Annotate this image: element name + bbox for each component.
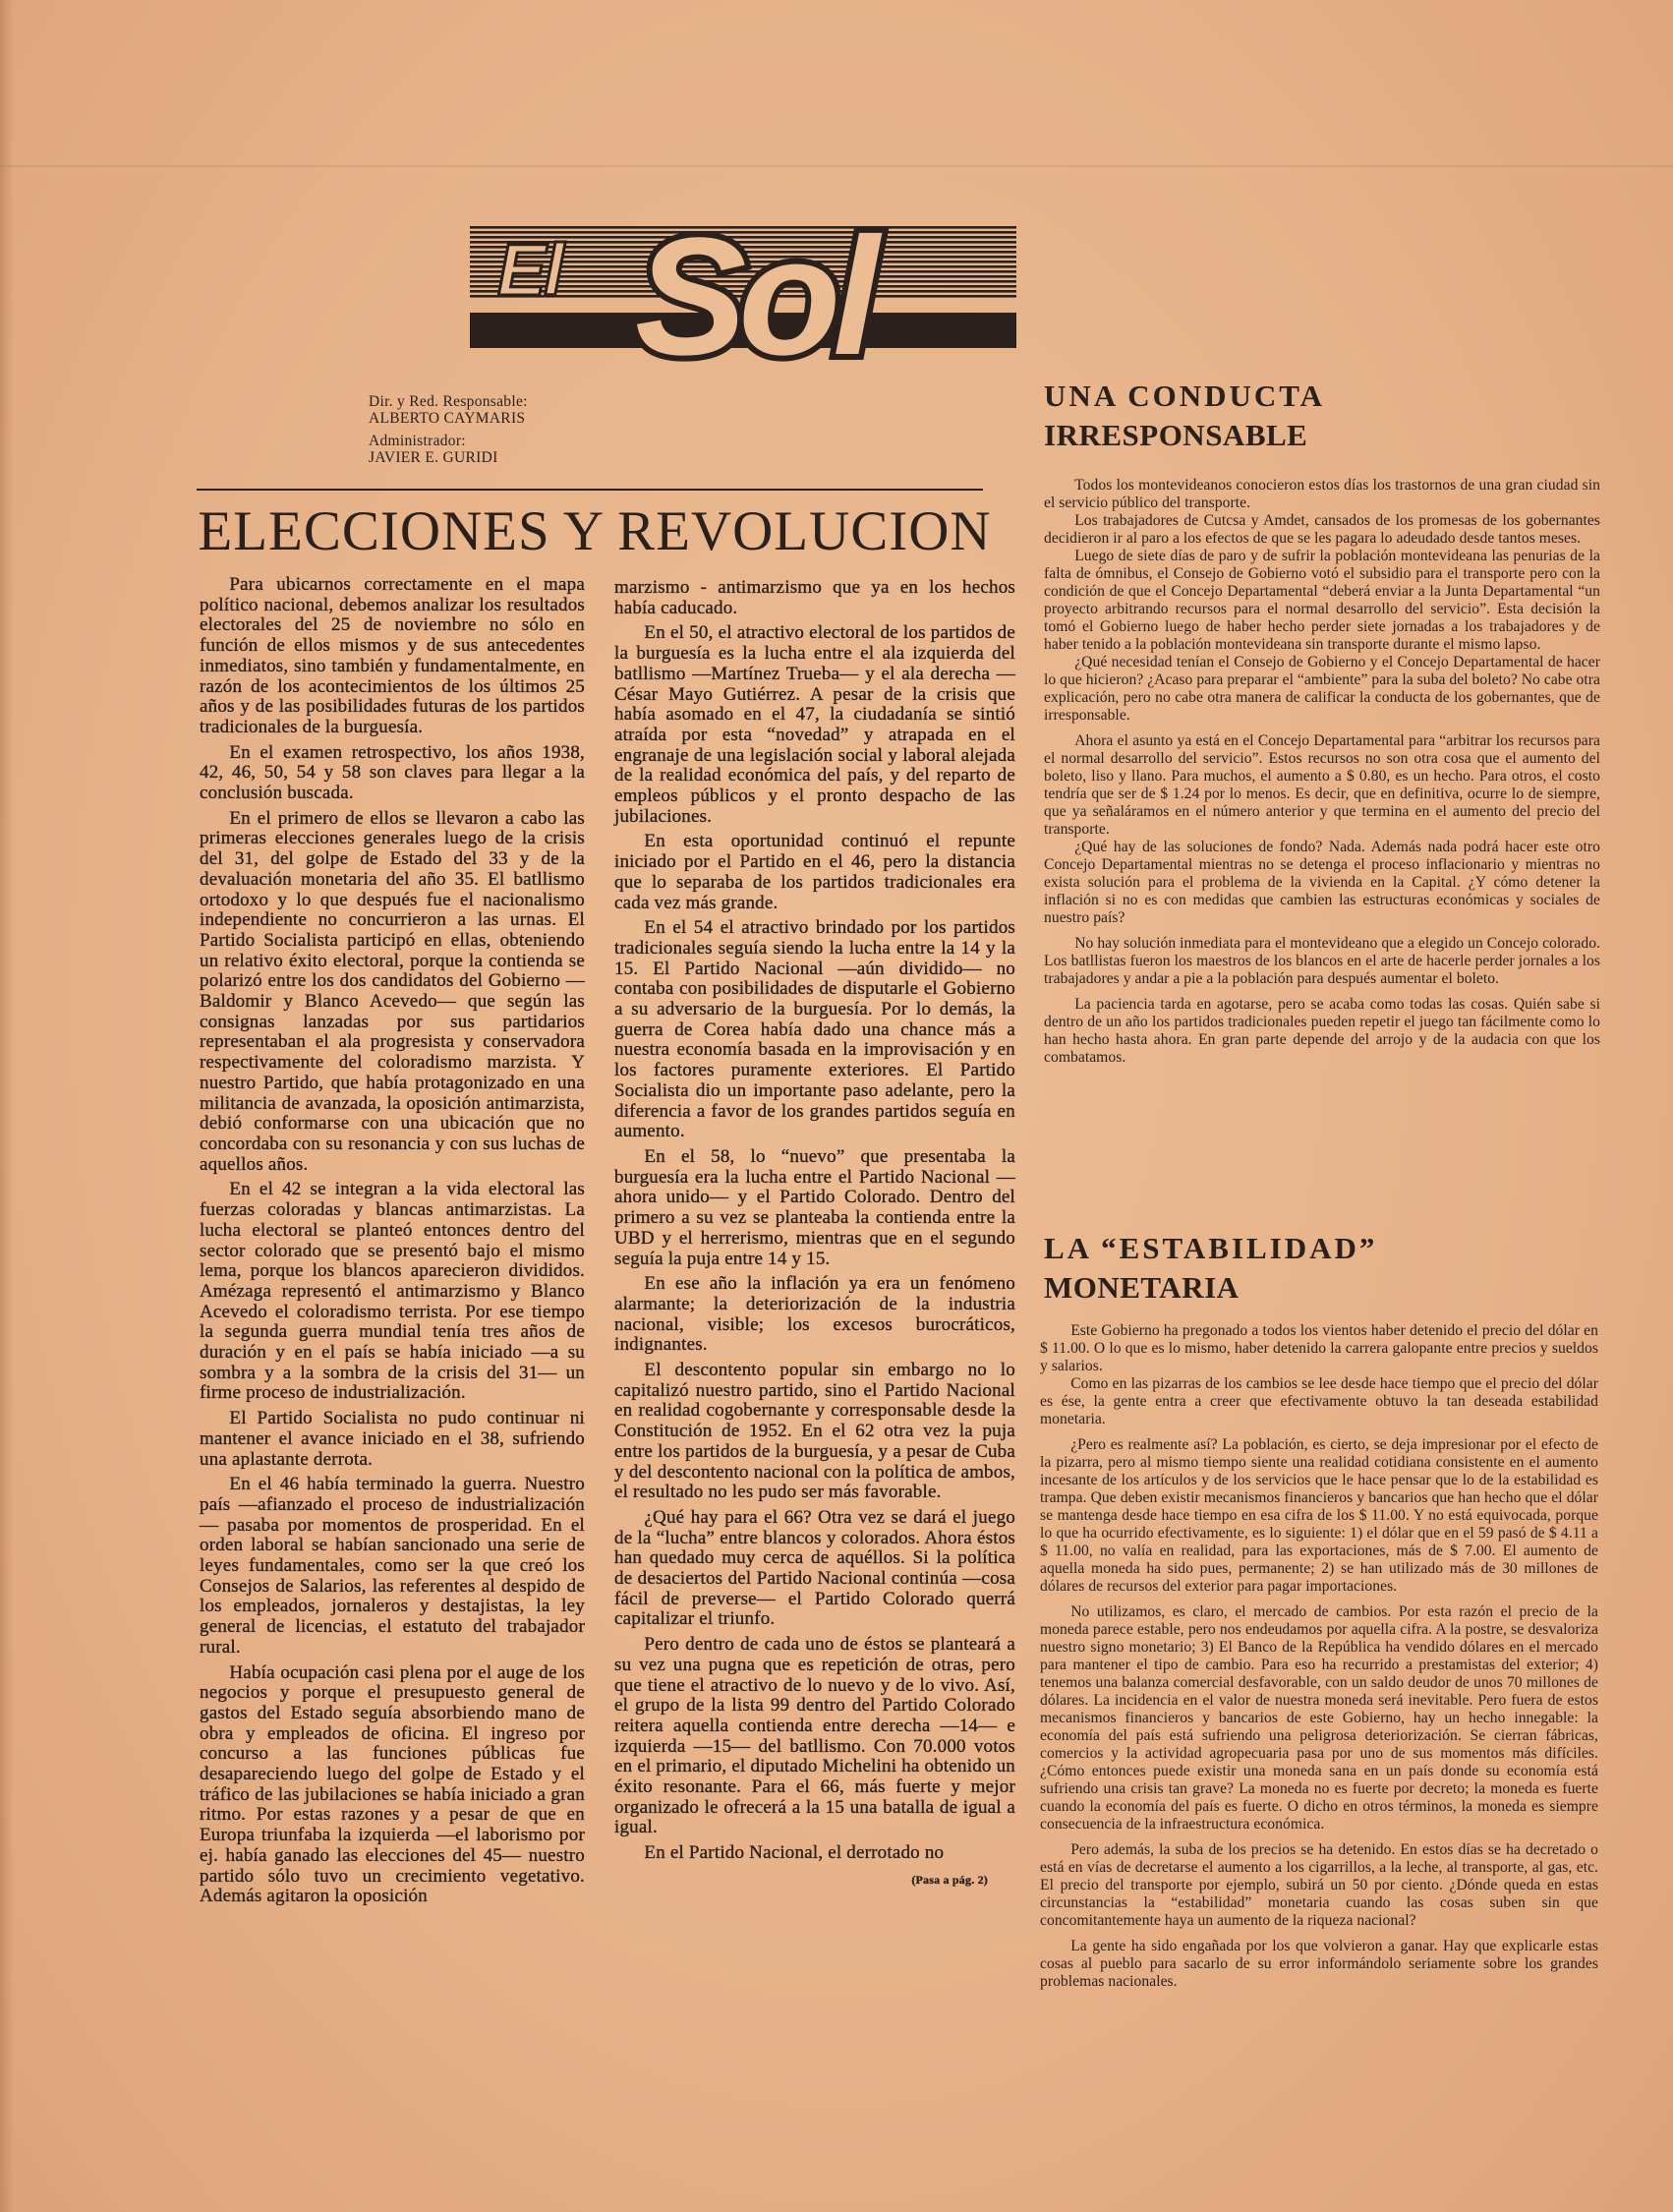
continued-on-page-label: (Pasa a pág. 2)	[911, 1872, 988, 1887]
paragraph: En el 54 el atractivo brindado por los partidos tradicionales seguía siendo la lucha entre la 14 y la 15. El Partido Nacional —aún dividido— no contaba con posibilidades de disputarle el Gobierno a su adversario de la burguesía. Por lo demás, la guerra de Corea había dado una chance más a nuestra economía basada en la improvisación y en los factores puramente exteriores. El Partido Socialista dio un importante paso adelante, pero la diferencia a favor de los grandes partidos seguía en aumento.	[614, 917, 1015, 1142]
side-article-2-body	[1040, 1322, 1598, 1991]
paragraph: Pero además, la suba de los precios se ha detenido. En estos días se ha decretado o está en vías de decretarse el aumento a los cigarrillos, a la leche, al transporte, al gas, etc. El precio del transporte por ejemplo, subirá un 50 por ciento. ¿Dónde queda en estas circunstancias la “estabilidad” monetaria cuando las cosas suben sin que concomitantemente haya un aumento de la riqueza nacional?	[1040, 1841, 1598, 1929]
paragraph: En esta oportunidad continuó el repunte iniciado por el Partido en el 46, pero la distancia que lo separaba de los partidos tradicionales era cada vez más grande.	[614, 831, 1015, 913]
paragraph: La paciencia tarda en agotarse, pero se acaba como todas las cosas. Quién sabe si dentro de un año los partidos tradicionales pueden repetir el juego tan fácilmente como lo han hecho hasta ahora. En gran parte depende del arrojo y de la audacia con que los combatamos.	[1044, 996, 1600, 1066]
paragraph: ¿Pero es realmente así? La población, es cierto, se deja impresionar por el efecto de la pizarra, pero al mismo tiempo siente una realidad cotidiana consistente en el aumento incesante de los artículos y de los servicios que le hace pensar que lo de la estabilidad es trampa. Que deben existir mecanismos financieros y bancarios que han hecho que el dólar se mantenga desde hace tiempo en esa cifra de los $ 11.00. Y no está equivocada, porque lo que ha ocurrido efectivamente, es lo siguiente: 1) el dólar que en el 59 pasó de $ 4.11 a $ 11.00, no valía en realidad, para las exportaciones, más de $ 7.00. El aumento de aquella moneda ha sido pues, permanente; 2) se han utilizado más de 30 millones de dólares de recursos del exterior para pagar importaciones.	[1040, 1436, 1598, 1595]
paragraph: Como en las pizarras de los cambios se lee desde hace tiempo que el precio del dólar es ése, la gente entra a creer que efectivamente obtuvo la tan deseada estabilidad monetaria.	[1040, 1375, 1598, 1427]
paragraph: Todos los montevideanos conocieron estos días los trastornos de una gran ciudad sin el servicio público del transporte.	[1044, 477, 1600, 511]
headline-line-1: LA “ESTABILIDAD”	[1044, 1231, 1378, 1265]
paragraph: La gente ha sido engañada por los que volvieron a ganar. Hay que explicarle estas cosas al pueblo para sacarlo de su error informándolo seriamente sobre los grandes problemas nacionales.	[1040, 1938, 1598, 1990]
headline-line-2: MONETARIA	[1044, 1270, 1240, 1305]
paragraph-continuation: marzismo - antimarzismo que ya en los hechos había caducado.	[614, 577, 1015, 618]
paragraph: En el primero de ellos se llevaron a cabo las primeras elecciones generales luego de la crisis del 31, del golpe de Estado del 33 y de la devaluación monetaria del año 35. El batllismo ortodoxo y lo que después fue el nacionalismo independiente no concurrieron a las urnas. El Partido Socialista participó en ellas, obteniendo un relativo éxito electoral, porque la contienda se polarizó entre los dos candidatos del Gobierno —Baldomir y Blanco Acevedo— que según las consignas lanzadas por sus partidarios representaban el ala progresista y conservadora respectivamente del coloradismo marzista. Y nuestro Partido, que había protagonizado en una militancia de avanzada, la oposición antimarzista, debió conformarse con una ubicación que no concordaba con su resonancia y con sus luchas de aquellos años.	[200, 807, 585, 1175]
side-article-2-headline	[1044, 1229, 1377, 1308]
svg-text:Sol: Sol	[635, 204, 872, 364]
paragraph: Ahora el asunto ya está en el Concejo Departamental para “arbitrar los recursos para el normal desarrollo del servicio”. Estos recursos no son otra cosa que el aumento del boleto, liso y llano. Para muchos, el aumento a $ 0.80, es un hecho. Para otros, el costo tendría que ser de $ 1.24 por lo menos. Es decir, que en definitiva, ocurre lo de siempre, que ya señaláramos en el número anterior y que termina en el aumento del precio del transporte.	[1044, 732, 1600, 838]
director-name: ALBERTO CAYMARIS	[369, 410, 526, 427]
side-article-1-body	[1044, 477, 1600, 1067]
admin-name: JAVIER E. GURIDI	[369, 449, 498, 466]
paragraph: Había ocupación casi plena por el auge de los negocios y porque el presupuesto general de gastos del Estado seguía absorbiendo mano de obra y empleados de oficina. El ingreso por concurso a las funciones públicas fue desapareciendo luego del golpe de Estado y el tráfico de las jubilaciones se había iniciado a gran ritmo. Por estas razones y a pesar de que en Europa triunfaba la izquierda —el laborismo por ej. había ganado las elecciones del 45— nuestro partido sólo tuvo un crecimiento vegetativo. Además agitaron la oposición	[200, 1661, 585, 1907]
scan-edge-shadow	[0, 0, 14, 2212]
paragraph: ¿Qué hay para el 66? Otra vez se dará el juego de la “lucha” entre blancos y colorados. Ahora éstos han quedado muy cerca de aquéllos. Si la política de desaciertos del Partido Nacional continúa —cosa fácil de preverse— el Partido Colorado querrá capitalizar el triunfo.	[614, 1506, 1015, 1630]
paragraph: Los trabajadores de Cutcsa y Amdet, cansados de los promesas de los gobernantes decidieron ir al paro a los efectos de que se les pagara lo adeudado desde tantos meses.	[1044, 512, 1600, 547]
headline-line-1: UNA CONDUCTA	[1044, 378, 1326, 413]
paragraph: El Partido Socialista no pudo continuar ni mantener el avance iniciado en el 38, sufriendo una aplastante derrota.	[200, 1408, 585, 1470]
masthead-divider	[197, 489, 983, 491]
svg-text:El: El	[497, 229, 562, 311]
paragraph: Para ubicarnos correctamente en el mapa político nacional, debemos analizar los resultados electorales del 25 de noviembre no sólo en función de ellos mismos y de sus antecedentes inmediatos, sino también y fundamentalmente, en razón de los acontecimientos de los últimos 25 años y de las posibilidades futuras de los partidos tradicionales de la burguesía.	[200, 574, 585, 737]
paragraph: En el 58, lo “nuevo” que presentaba la burguesía era la lucha entre el Partido Nacional —ahora unido— y el Partido Colorado. Dentro del primero a su vez se planteaba la contienda entre la UBD y el herrerismo, mientras que en el segundo seguía la puja entre 14 y 15.	[614, 1145, 1015, 1269]
main-article-left-column	[200, 575, 585, 1907]
paragraph: Este Gobierno ha pregonado a todos los vientos haber detenido el precio del dólar en $ 11.00. O lo que es lo mismo, haber detenido la carrera galopante entre precios y sueldos y salarios.	[1040, 1322, 1598, 1374]
director-role: Dir. y Red. Responsable:	[369, 393, 528, 410]
paragraph: En el Partido Nacional, el derrotado no	[644, 1842, 945, 1864]
paper-fold-line	[0, 165, 1673, 167]
paragraph: En ese año la inflación ya era un fenómeno alarmante; la deteriorización de la industria nacional, visible; los excesos burocráticos, indignantes.	[614, 1273, 1015, 1356]
headline-line-2: IRRESPONSABLE	[1044, 418, 1308, 452]
paragraph: Luego de siete días de paro y de sufrir la población montevideana las penurias de la falta de ómnibus, el Consejo de Gobierno votó el subsidio para el transporte pero con la condición de que el Concejo Departamental “deberá enviar a la Junta Departamental “un proyecto arbitrando recursos para el normal desarrollo del servicio”. Esta decisión la tomó el Gobierno luego de haber hecho perder siete jornadas a los trabajadores y de haber tenido a la población montevideana sin transporte durante el mismo lapso.	[1044, 548, 1600, 653]
paragraph: En el 50, el atractivo electoral de los partidos de la burguesía es la lucha entre el ala izquierda del batllismo —Martínez Trueba— y el ala derecha —César Mayo Gutiérrez. A pesar de la crisis que había asomado en el 47, la ciudadanía se sintió atraída por esta “novedad” y atrapada en el engranaje de una legislación social y laboral alejada de la realidad económica del país, y del reparto de empleos públicos y el pronto despacho de las jubilaciones.	[614, 622, 1015, 827]
paragraph: Pero dentro de cada uno de éstos se planteará a su vez una pugna que es repetición de otras, pero que tiene el atractivo de lo nuevo y de lo vivo. Así, el grupo de la lista 99 dentro del Partido Colorado reitera aquella contienda entre derecha —14— e izquierda —15— del batllismo. Con 70.000 votos en el primario, el diputado Michelini ha obtenido un éxito resonante. Para el 66, más fuerte y mejor organizado le ofrecerá a la 15 una batalla de igual a igual.	[614, 1634, 1015, 1838]
paragraph: ¿Qué hay de las soluciones de fondo? Nada. Además nada podrá hacer este otro Concejo Departamental mientras no se detenga el proceso inflacionario y mientras no exista solución para el problema de la vivienda en la Capital. ¿Y cómo detener la inflación si no es con medidas que cambien las estructuras económicas y sociales de nuestro país?	[1044, 839, 1600, 926]
admin-role: Administrador:	[369, 433, 466, 449]
paragraph: No hay solución inmediata para el montevideano que a elegido un Concejo colorado. Los batllistas fueron los maestros de los blancos en el arte de hacerle perder jornales a los trabajadores y andar a pie a la población para después aumentar el boleto.	[1044, 935, 1600, 987]
main-headline: ELECCIONES Y REVOLUCION	[198, 500, 992, 562]
main-article-middle-column	[614, 578, 1015, 1891]
paragraph: No utilizamos, es claro, el mercado de cambios. Por esta razón el precio de la moneda parece estable, pero nos endeudamos por aquella cifra. A la postre, se desvaloriza nuestro signo monetario; 3) El Banco de la República ha vendido dólares en el mercado para mantener el tipo de cambio. Para eso ha recurrido a prestamistas del exterior; 4) tenemos una balanza comercial desfavorable, con un saldo deudor de unos 70 millones de dólares. La incidencia en el valor de nuestra moneda será inevitable. Pero fuera de estos mecanismos financieros y bancarios de este Gobierno, hay un hecho innegable: la economía del país está sufriendo una peligrosa deteriorización. Se cierran fábricas, comercios y la actividad agropecuaria pasa por uno de sus momentos más difíciles. ¿Cómo entonces puede existir una moneda sana en un país donde su economía está sufriendo una crisis tan grave? La moneda no es fuerte por decreto; la moneda es fuerte cuando la economía del país es fuerte. O dicho en otros términos, la moneda es siempre consecuencia de la infraestructura económica.	[1040, 1603, 1598, 1833]
paragraph: En el examen retrospectivo, los años 1938, 42, 46, 50, 54 y 58 son claves para llegar a la conclusión buscada.	[200, 741, 585, 804]
paragraph: En el 42 se integran a la vida electoral las fuerzas coloradas y blancas antimarzistas. La lucha electoral se planteó entonces dentro del sector colorado que se presentó bajo el mismo lema, porque los blancos aparecieron divididos. Amézaga representó el antimarzismo y Blanco Acevedo el coloradismo terrista. Por ese tiempo la segunda guerra mundial tenía tres años de duración y en el país se había iniciado —a su sombra y a la sombra de la crisis del 31— un firme proceso de industrialización.	[200, 1179, 585, 1404]
paragraph: En el 46 había terminado la guerra. Nuestro país —afianzado el proceso de industrialización— pasaba por momentos de prosperidad. En el orden laboral se habían sancionado una serie de leyes fundamentales, como ser la que creó los Consejos de Salarios, las referentes al despido de los empleados, jornaleros y destajistas, la ley general de licencias, el estatuto del trabajador rural.	[200, 1474, 585, 1658]
el-sol-logo	[468, 197, 1018, 364]
side-article-1-headline	[1044, 377, 1325, 455]
paragraph: El descontento popular sin embargo no lo capitalizó nuestro partido, sino el Partido Nacional en realidad cogobernante y corresponsable desde la Constitución de 1952. En el 62 otra vez la puja entre los partidos de la burguesía, y a pesar de Cuba y del descontento nacional con la política de ambos, el resultado no les pudo ser más favorable.	[614, 1360, 1015, 1503]
paragraph: ¿Qué necesidad tenían el Consejo de Gobierno y el Concejo Departamental de hacer lo que hicieron? ¿Acaso para preparar el “ambiente” para la suba del boleto? No cabe otra explicación, pero no cabe otra manera de calificar la conducta de los gobernantes, que de irresponsable.	[1044, 654, 1600, 724]
masthead-credits	[369, 393, 528, 472]
